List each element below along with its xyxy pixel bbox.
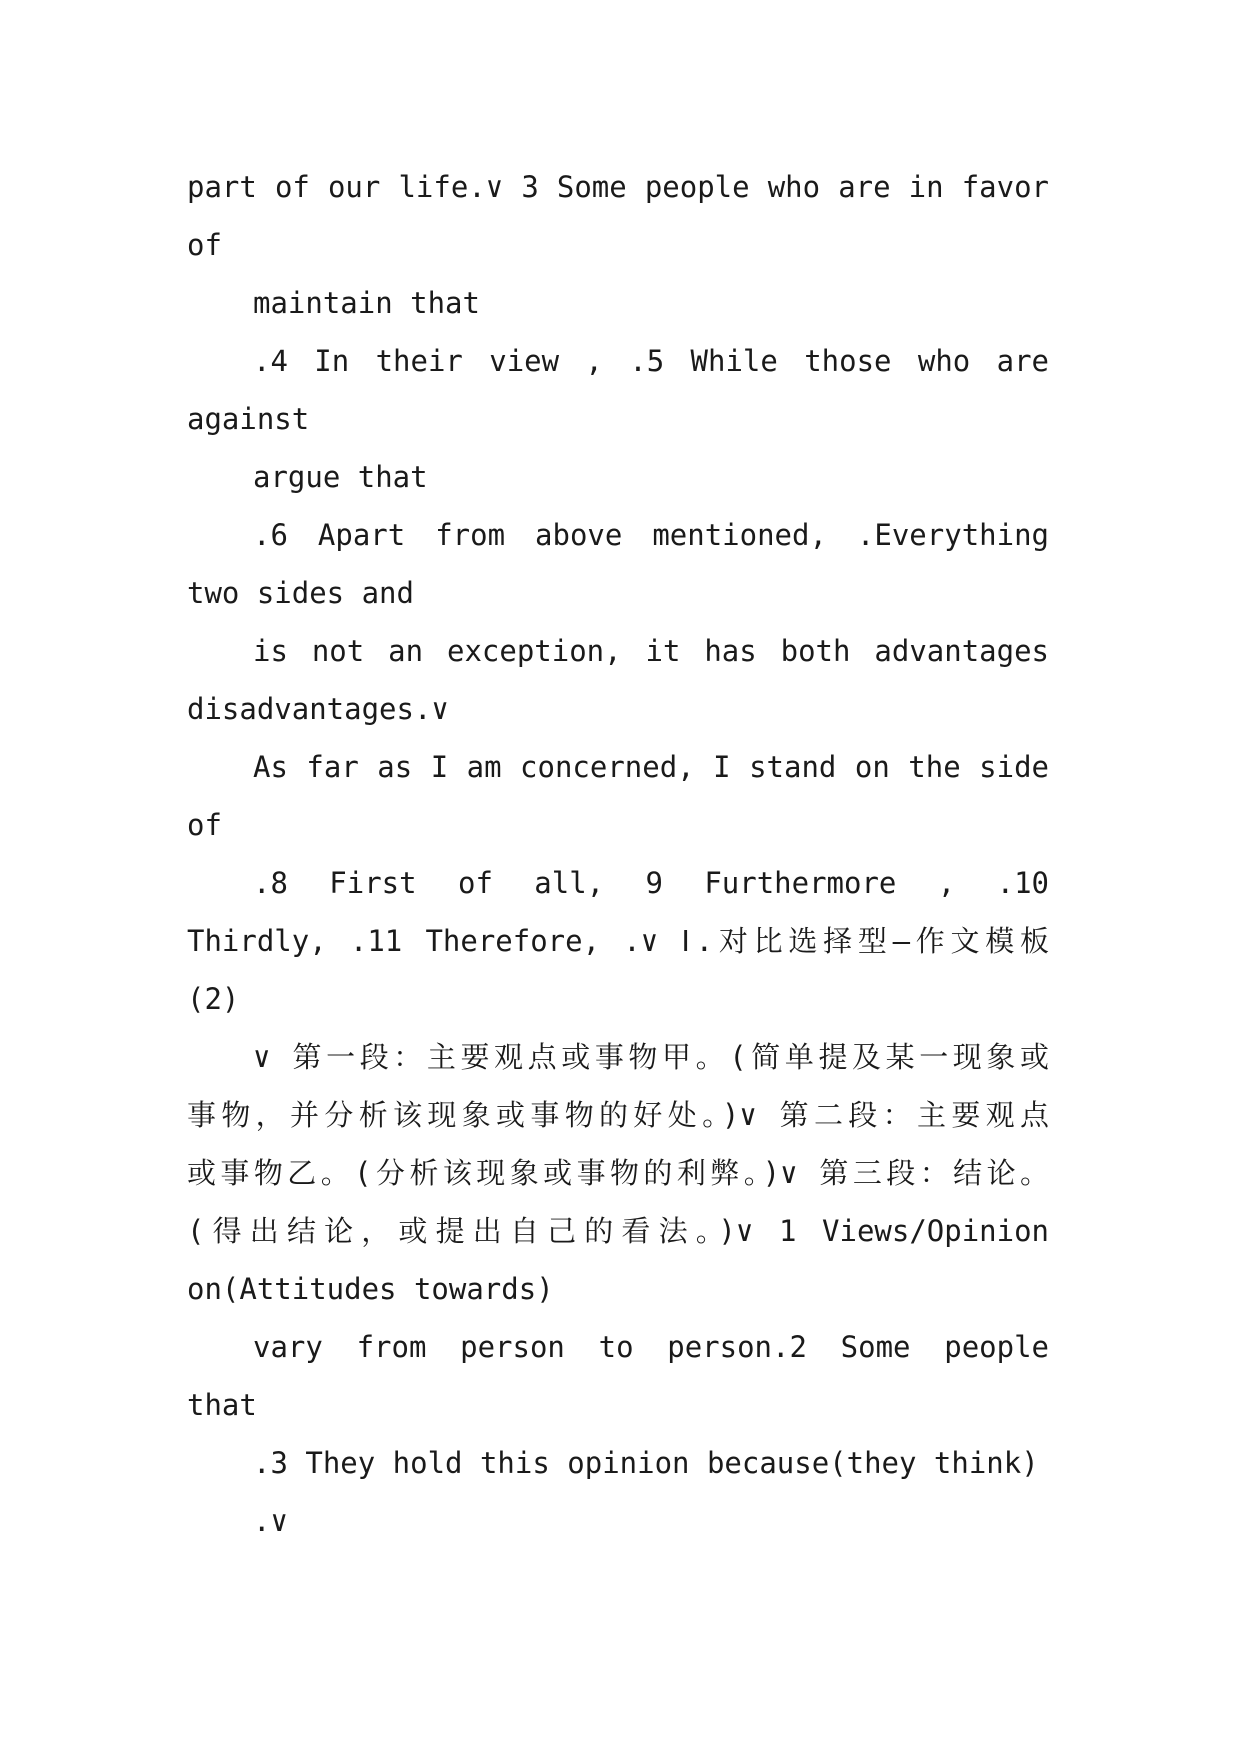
text-line: .∨ [253, 1504, 288, 1538]
text-line: .8 First of all, 9 Furthermore , .10 [253, 866, 1049, 900]
text-line: vary from person to person.2 Some people [253, 1330, 1049, 1364]
text-line: (2) [187, 982, 240, 1016]
text-line: 或事物乙。(分析该现象或事物的利弊。)∨ 第三段：结论。 [187, 1156, 1049, 1190]
document-body [187, 158, 1049, 1550]
text-line: of [187, 808, 222, 842]
text-line: part of our life.∨ 3 Some people who are in favor [187, 170, 1049, 204]
text-line: argue that [253, 460, 428, 494]
text-line: maintain that [253, 286, 480, 320]
text-line: 事物，并分析该现象或事物的好处。)∨ 第二段：主要观点 [187, 1098, 1049, 1132]
text-line: As far as I am concerned, I stand on the side [253, 750, 1049, 784]
text-line: .4 In their view , .5 While those who are [253, 344, 1049, 378]
text-line: .6 Apart from above mentioned, .Everything [253, 518, 1049, 552]
text-line: of [187, 228, 222, 262]
text-line: that [187, 1388, 257, 1422]
text-line: disadvantages.∨ [187, 692, 449, 726]
text-line: .3 They hold this opinion because(they think) [253, 1446, 1039, 1480]
text-line: on(Attitudes towards) [187, 1272, 554, 1306]
text-line: Thirdly, .11 Therefore, .∨ Ⅰ.对比选择型—作文模板 [187, 924, 1049, 958]
text-line: (得出结论，或提出自己的看法。)∨ 1 Views/Opinion [187, 1214, 1049, 1248]
text-line: two sides and [187, 576, 414, 610]
text-line: against [187, 402, 310, 436]
text-line: ∨ 第一段：主要观点或事物甲。(简单提及某一现象或 [253, 1040, 1049, 1074]
text-line: is not an exception, it has both advantages [253, 634, 1049, 668]
